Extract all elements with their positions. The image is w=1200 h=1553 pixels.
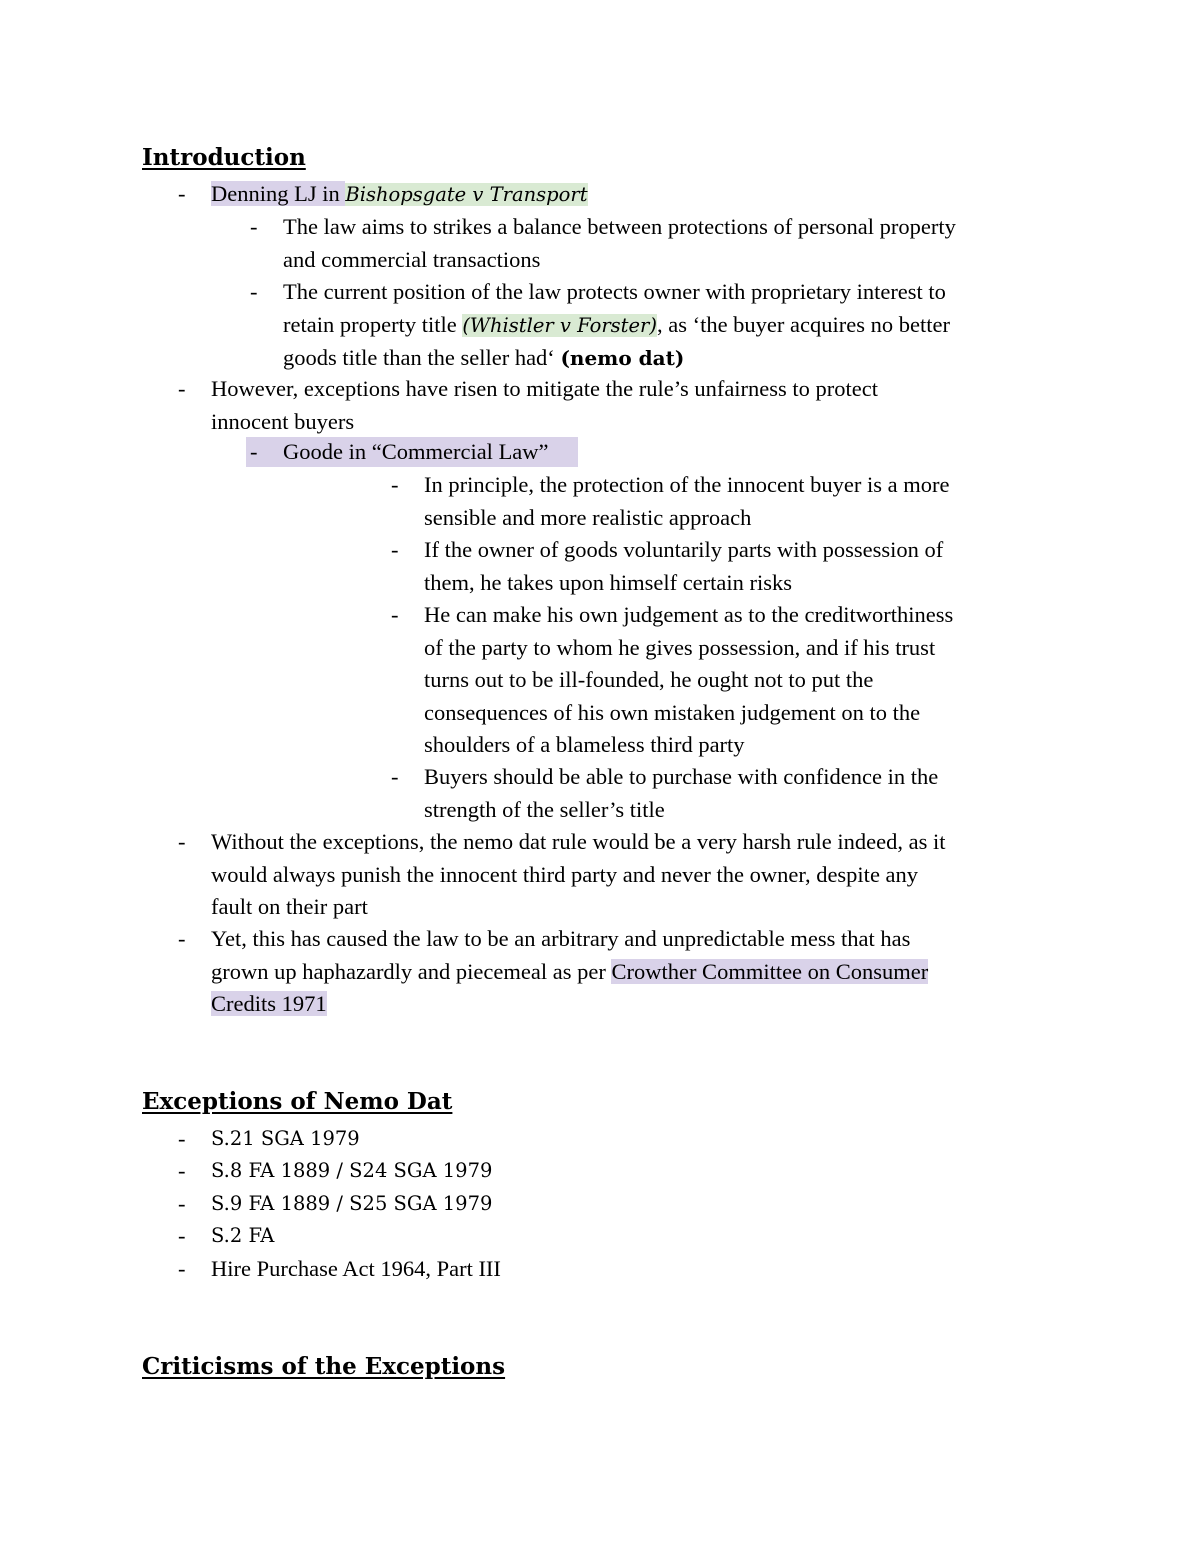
text-line: shoulders of a blameless third party	[424, 732, 745, 757]
exception-item: S.9 FA 1889 / S25 SGA 1979	[211, 1192, 493, 1215]
list-item-however	[211, 373, 878, 438]
highlight-credits: Credits 1971	[211, 991, 327, 1016]
highlight-denning: Denning LJ in	[211, 181, 346, 206]
text-span: goods title than the seller had‘	[283, 345, 561, 370]
case-name-whistler: (Whistler v Forster)	[462, 313, 657, 337]
bullet-dash: -	[250, 279, 258, 304]
text-line	[283, 342, 950, 375]
text-line: and commercial transactions	[283, 246, 541, 272]
bullet-dash: -	[391, 602, 399, 627]
highlight-crowther: Crowther Committee on Consumer	[611, 958, 929, 984]
goode-citation: Goode in “Commercial Law”	[283, 439, 549, 464]
section-heading-exceptions: Exceptions of Nemo Dat	[142, 1088, 453, 1115]
exception-item: S.2 FA	[211, 1224, 275, 1247]
text-line: If the owner of goods voluntarily parts with possession of	[424, 537, 944, 562]
bullet-dash: -	[178, 181, 186, 206]
text-span: retain property title	[283, 311, 463, 337]
text-line: The current position of the law protects owner with proprietary interest to	[283, 279, 946, 304]
list-item-buyers	[424, 761, 938, 826]
section-heading-introduction: Introduction	[142, 144, 306, 171]
bullet-dash: -	[178, 376, 186, 401]
text-line: strength of the seller’s title	[424, 796, 665, 822]
list-item-judgement	[424, 599, 953, 762]
bullet-dash: -	[178, 829, 186, 854]
text-line: Without the exceptions, the nemo dat rule would be a very harsh rule indeed, as it	[211, 829, 946, 854]
text-line: Yet, this has caused the law to be an arbitrary and unpredictable mess that has	[211, 926, 911, 951]
bullet-dash: -	[178, 1126, 186, 1151]
text-line: turns out to be ill-founded, he ought not to put the	[424, 667, 874, 692]
bullet-dash: -	[178, 1223, 186, 1248]
text-line: consequences of his own mistaken judgement on to the	[424, 699, 921, 725]
list-item-goode	[246, 437, 578, 467]
nemo-dat-term: (nemo dat)	[560, 346, 685, 370]
text-line: fault on their part	[211, 894, 368, 919]
text-line: However, exceptions have risen to mitigate the rule’s unfairness to protect	[211, 376, 879, 401]
text-line: Buyers should be able to purchase with confidence in the	[424, 764, 939, 789]
exception-item: S.21 SGA 1979	[211, 1127, 360, 1150]
text-span: grown up haphazardly and piecemeal as per	[211, 958, 612, 984]
text-line: sensible and more realistic approach	[424, 504, 752, 530]
text-line	[211, 956, 928, 989]
bullet-dash: -	[391, 472, 399, 497]
text-line: would always punish the innocent third party and never the owner, despite any	[211, 861, 919, 887]
bullet-dash: -	[391, 764, 399, 789]
list-item-denning	[211, 178, 588, 212]
bullet-dash: -	[178, 1256, 186, 1281]
text-line: of the party to whom he gives possession, and if his trust	[424, 634, 936, 660]
text-line: them, he takes upon himself certain risks	[424, 569, 793, 595]
bullet-dash: -	[250, 214, 258, 239]
text-line	[283, 309, 950, 343]
list-item-balance	[283, 211, 956, 276]
list-item-position	[283, 276, 950, 375]
bullet-dash: -	[178, 926, 186, 951]
list-item-principle	[424, 469, 949, 534]
exception-item: S.8 FA 1889 / S24 SGA 1979	[211, 1159, 493, 1182]
bullet-dash: -	[250, 439, 258, 464]
bullet-dash: -	[391, 537, 399, 562]
text-line: The law aims to strikes a balance between protections of personal property	[283, 214, 956, 239]
section-heading-criticisms: Criticisms of the Exceptions	[142, 1353, 506, 1380]
text-line: He can make his own judgement as to the creditworthiness	[424, 602, 954, 627]
bullet-dash: -	[178, 1191, 186, 1216]
text-line	[211, 988, 928, 1021]
exception-item: Hire Purchase Act 1964, Part III	[211, 1256, 501, 1281]
bullet-dash: -	[178, 1158, 186, 1183]
text-span: , as ‘the buyer acquires no better	[656, 311, 950, 337]
list-item-owner-risks	[424, 534, 943, 599]
case-name-bishopsgate: Bishopsgate v Transport	[345, 183, 588, 206]
list-item-yet	[211, 923, 928, 1021]
list-item-without-exceptions	[211, 826, 946, 924]
text-line: In principle, the protection of the innocent buyer is a more	[424, 472, 950, 497]
text-line: innocent buyers	[211, 408, 355, 434]
